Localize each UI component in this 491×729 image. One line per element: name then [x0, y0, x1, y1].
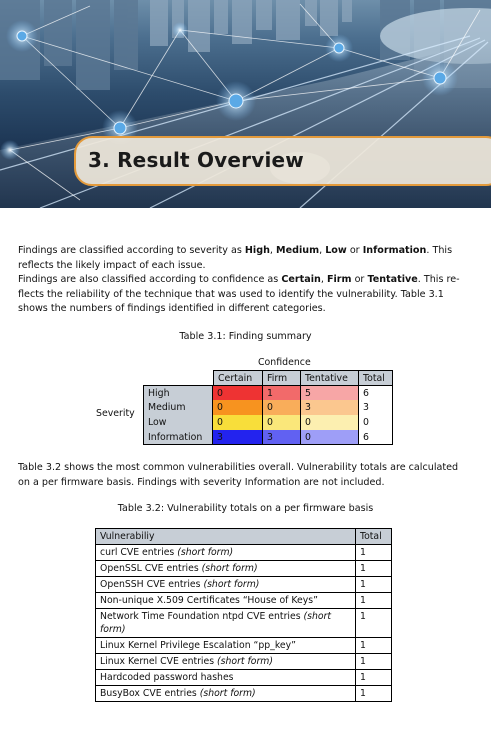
text: Linux Kernel CVE entries — [100, 656, 218, 667]
text: . This re- — [417, 274, 460, 285]
table-3-1-caption: Table 3.1: Finding summary — [179, 331, 312, 342]
text: BusyBox CVE entries — [100, 688, 200, 699]
table-row — [96, 545, 392, 561]
vulnerability-total: 1 — [356, 654, 392, 670]
cell-information-certain: 3 — [213, 430, 263, 445]
header-banner — [0, 0, 491, 208]
text: , — [320, 274, 327, 285]
text: curl CVE entries — [100, 547, 178, 558]
note: (short form) — [199, 688, 256, 699]
vulnerability-name — [96, 545, 356, 561]
text: OpenSSH CVE entries — [100, 579, 204, 590]
cell-low-certain: 0 — [213, 415, 263, 430]
severity-low-term: Low — [325, 245, 347, 256]
section-title-box — [74, 136, 491, 186]
vulnerability-intro-paragraph — [18, 461, 470, 490]
text: OpenSSL CVE entries — [100, 563, 202, 574]
text: flects the reliability of the technique that was used to identify the vulnerability. Table 3.1 — [18, 288, 444, 300]
text: Network Time Foundation ntpd CVE entries — [100, 611, 304, 622]
vulnerability-name — [96, 638, 356, 654]
intro-paragraph-confidence — [18, 273, 470, 317]
confidence-firm-term: Firm — [326, 274, 352, 285]
vulnerability-total: 1 — [356, 577, 392, 593]
col-header-total: Total — [359, 370, 393, 385]
text: shows the numbers of findings identified in different categories. — [18, 303, 326, 315]
severity-medium-term: Medium — [276, 245, 320, 256]
text: Findings are classified according to severity as — [18, 245, 245, 256]
text: , — [269, 245, 277, 256]
vulnerability-total: 1 — [356, 609, 392, 638]
table-row — [96, 638, 392, 654]
cell-medium-total: 3 — [359, 400, 393, 415]
vulnerability-name — [96, 609, 356, 638]
note: (short form) — [177, 547, 234, 558]
cell-high-tentative: 5 — [301, 385, 359, 400]
row-label-low: Low — [143, 415, 213, 430]
table-header-row — [96, 529, 392, 545]
vulnerability-total: 1 — [356, 561, 392, 577]
vulnerability-total: 1 — [356, 593, 392, 609]
col-header-total: Total — [356, 529, 392, 545]
text: on a per firmware basis. Findings with severity Information are not included. — [18, 476, 385, 488]
cell-low-total: 0 — [359, 415, 393, 430]
cell-low-tentative: 0 — [301, 415, 359, 430]
vulnerability-total: 1 — [356, 670, 392, 686]
col-header-tentative: Tentative — [301, 370, 359, 385]
cell-medium-firm: 0 — [263, 400, 301, 415]
text: or — [346, 245, 363, 256]
vulnerability-total: 1 — [356, 686, 392, 702]
table-row — [96, 670, 392, 686]
row-label-high: High — [143, 385, 213, 400]
intro-paragraph-severity — [18, 244, 470, 273]
text: Non-unique X.509 Certificates “House of Keys” — [100, 595, 318, 606]
vulnerability-name — [96, 577, 356, 593]
row-label-medium: Medium — [143, 400, 213, 415]
cell-high-firm: 1 — [263, 385, 301, 400]
table-row — [96, 609, 392, 638]
vulnerability-name — [96, 654, 356, 670]
vulnerability-totals-table — [95, 528, 392, 702]
confidence-header: Confidence — [258, 357, 311, 368]
cell-information-firm: 3 — [263, 430, 301, 445]
col-header-vulnerability: Vulnerabiliy — [96, 529, 356, 545]
table-row — [96, 577, 392, 593]
note: (short form) — [217, 656, 273, 667]
cell-low-firm: 0 — [263, 415, 301, 430]
text: Linux Kernel Privilege Escalation “pp_key” — [100, 640, 296, 651]
cell-information-tentative: 0 — [301, 430, 359, 445]
text: reflects the likely impact of each issue. — [18, 259, 206, 271]
confidence-tentative-term: Tentative — [367, 274, 418, 285]
col-header-certain: Certain — [213, 370, 263, 385]
confidence-certain-term: Certain — [281, 274, 321, 285]
vulnerability-name — [96, 686, 356, 702]
table-row — [96, 686, 392, 702]
table-row — [96, 561, 392, 577]
vulnerability-total: 1 — [356, 545, 392, 561]
vulnerability-total: 1 — [356, 638, 392, 654]
text: . This — [426, 245, 453, 256]
text: Table 3.2 shows the most common vulnerabilities overall. Vulnerability totals are calculated — [18, 462, 459, 473]
text: , — [319, 245, 326, 256]
row-label-information: Information — [143, 430, 213, 445]
note: (short form) — [203, 579, 260, 590]
vulnerability-name — [96, 670, 356, 686]
text: Hardcoded password hashes — [100, 672, 234, 683]
cell-high-total: 6 — [359, 385, 393, 400]
vulnerability-name — [96, 561, 356, 577]
note: (short form) — [201, 563, 258, 574]
severity-information-term: Information — [362, 245, 427, 256]
cell-high-certain: 0 — [213, 385, 263, 400]
text: or — [351, 274, 368, 285]
table-row — [96, 593, 392, 609]
note: (short form) — [100, 611, 332, 635]
table-row — [96, 654, 392, 670]
severity-header: Severity — [96, 408, 135, 419]
vulnerability-name — [96, 593, 356, 609]
col-header-firm: Firm — [263, 370, 301, 385]
cell-information-total: 6 — [359, 430, 393, 445]
severity-high-term: High — [244, 245, 270, 256]
cell-medium-certain: 0 — [213, 400, 263, 415]
table-3-2-caption: Table 3.2: Vulnerability totals on a per firmware basis — [117, 503, 374, 514]
text: Findings are also classified according to confidence as — [18, 274, 282, 285]
cell-medium-tentative: 3 — [301, 400, 359, 415]
section-title: 3. Result Overview — [88, 148, 304, 172]
